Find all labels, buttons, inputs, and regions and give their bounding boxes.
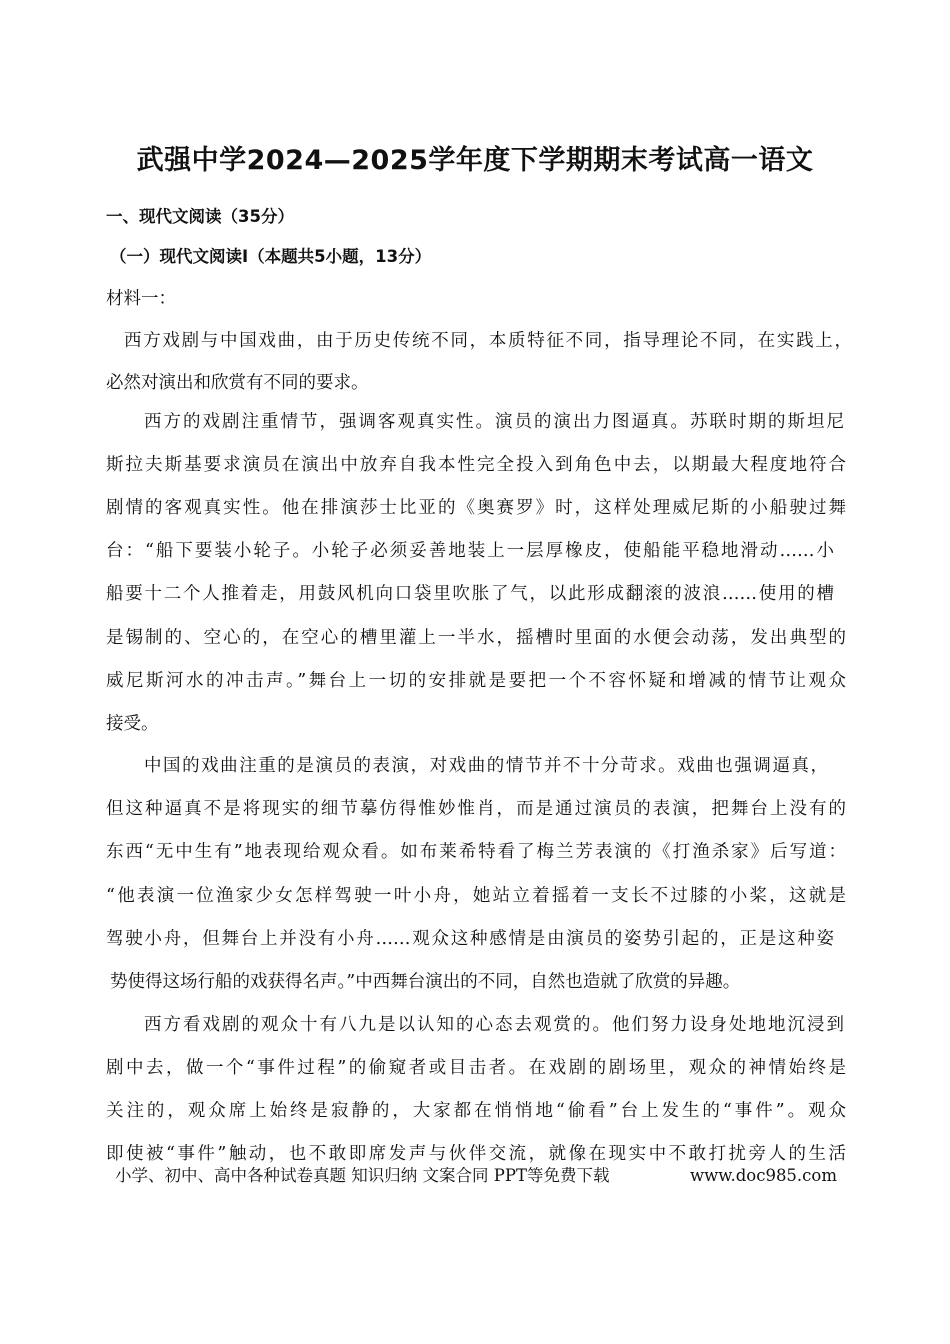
paragraph-3-line: 驾驶小舟，但舞台上并没有小舟……观众这种感情是由演员的姿势引起的，正是这种姿	[106, 929, 834, 949]
paragraph-4-line: 即使被“事件”触动，也不敢即席发声与伙伴交流，就像在现实中不敢打扰旁人的生活	[106, 1144, 846, 1164]
paragraph-2-line: 威尼斯河水的冲击声。”舞台上一切的安排就是要把一个不容怀疑和增减的情节让观众	[106, 671, 846, 691]
paragraph-1-line: 西方戏剧与中国戏曲，由于历史传统不同，本质特征不同，指导理论不同，在实践上，	[124, 331, 852, 351]
material-label: 材料一：	[106, 289, 176, 309]
paragraph-1-line: 必然对演出和欣赏有不同的要求。	[106, 373, 369, 393]
subsection-heading: （一）现代文阅读Ⅰ（本题共5小题，13分）	[110, 247, 432, 266]
paragraph-3-line: 东西“无中生有”地表现给观众看。如布莱希特看了梅兰芳表演的《打渔杀家》后写道：	[106, 842, 846, 862]
paragraph-2-line: 是锡制的、空心的，在空心的槽里灌上一半水，摇槽时里面的水便会动荡，发出典型的	[106, 628, 846, 648]
paragraph-2-line: 剧情的客观真实性。他在排演莎士比亚的《奥赛罗》时，这样处理威尼斯的小船驶过舞	[106, 498, 846, 518]
paragraph-4-line: 剧中去，做一个“事件过程”的偷窥者或目击者。在戏剧的剧场里，观众的神情始终是	[106, 1058, 846, 1078]
paragraph-2-line: 西方的戏剧注重情节，强调客观真实性。演员的演出力图逼真。苏联时期的斯坦尼	[144, 412, 844, 432]
page-footer	[115, 1161, 837, 1191]
paragraph-4-line: 关注的，观众席上始终是寂静的，大家都在悄悄地“偷看”台上发生的“事件”。观众	[106, 1101, 846, 1121]
paragraph-3-line: 但这种逼真不是将现实的细节摹仿得惟妙惟肖，而是通过演员的表演，把舞台上没有的	[106, 799, 846, 819]
paragraph-2-line: 台：“船下要装小轮子。小轮子必须妥善地装上一层厚橡皮，使船能平稳地滑动……小	[106, 541, 834, 561]
paragraph-3-line: 势使得这场行船的戏获得名声。”中西舞台演出的不同，自然也造就了欣赏的异趣。	[110, 972, 741, 992]
paragraph-2-line: 斯拉夫斯基要求演员在演出中放弃自我本性完全投入到角色中去，以期最大程度地符合	[106, 455, 846, 475]
footer-website-link[interactable]: www.doc985.com	[690, 1166, 837, 1185]
paragraph-3-line: “他表演一位渔家少女怎样驾驶一叶小舟，她站立着摇着一支长不过膝的小桨，这就是	[106, 886, 846, 906]
section-heading: 一、现代文阅读（35分）	[106, 207, 294, 226]
footer-promo-text: 小学、初中、高中各种试卷真题 知识归纳 文案合同 PPT等免费下载	[115, 1166, 610, 1185]
paragraph-2-line: 船要十二个人推着走，用鼓风机向口袋里吹胀了气，以此形成翻滚的波浪……使用的槽	[106, 584, 834, 604]
paragraph-2-line: 接受。	[106, 714, 159, 734]
paragraph-3-line: 中国的戏曲注重的是演员的表演，对戏曲的情节并不十分苛求。戏曲也强调逼真，	[144, 756, 828, 776]
paragraph-4-line: 西方看戏剧的观众十有八九是以认知的心态去观赏的。他们努力设身处地地沉浸到	[144, 1015, 844, 1035]
page-title: 武强中学2024—2025学年度下学期期末考试高一语文	[136, 145, 814, 176]
